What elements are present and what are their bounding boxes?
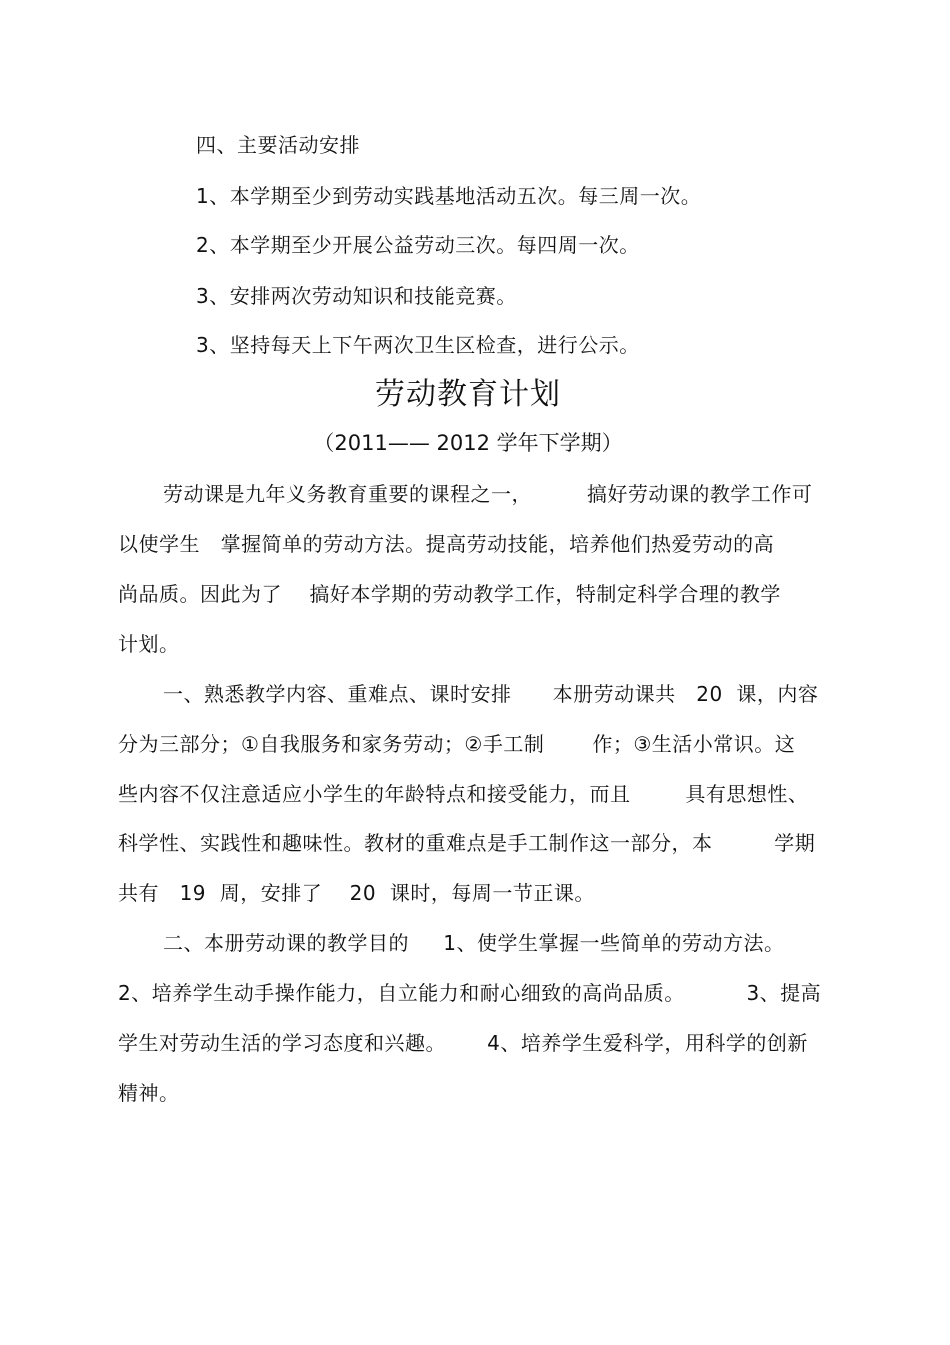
activity-item: 2、本学期至少开展公益劳动三次。每四周一次。 [196,233,640,257]
part2-line: 2、培养学生动手操作能力，自立能力和耐心细致的高尚品质。 3、提高 [118,981,822,1005]
intro-line: 尚品质。因此为了 搞好本学期的劳动教学工作，特制定科学合理的教学 [118,582,781,606]
intro-line: 计划。 [118,632,180,656]
part2-line: 学生对劳动生活的学习态度和兴趣。 4、培养学生爱科学，用科学的创新 [118,1031,808,1055]
part1-line: 些内容不仅注意适应小学生的年龄特点和接受能力，而且 具有思想性、 [118,782,809,806]
part2-line: 精神。 [118,1081,180,1105]
activity-item: 1、本学期至少到劳动实践基地活动五次。每三周一次。 [196,184,702,208]
intro-line: 劳动课是九年义务教育重要的课程之一， 搞好劳动课的教学工作可 [163,482,813,506]
part2-line: 二、本册劳动课的教学目的 1、使学生掌握一些简单的劳动方法。 [163,931,785,955]
document-title: 劳动教育计划 [375,377,561,412]
part1-line: 共有 19 周，安排了 20 课时，每周一节正课。 [118,881,595,905]
section-heading: 四、主要活动安排 [196,133,360,157]
part1-line: 分为三部分；①自我服务和家务劳动；②手工制 作；③生活小常识。这 [118,732,796,756]
document-subtitle: （2011—— 2012 学年下学期） [313,431,623,455]
part1-line: 一、熟悉教学内容、重难点、课时安排 本册劳动课共 20 课，内容 [163,682,819,706]
activity-item: 3、安排两次劳动知识和技能竞赛。 [196,284,517,308]
intro-line: 以使学生 掌握简单的劳动方法。提高劳动技能，培养他们热爱劳动的高 [118,532,775,556]
activity-item: 3、坚持每天上下午两次卫生区检查，进行公示。 [196,333,640,357]
part1-line: 科学性、实践性和趣味性。教材的重难点是手工制作这一部分，本 学期 [118,831,816,855]
